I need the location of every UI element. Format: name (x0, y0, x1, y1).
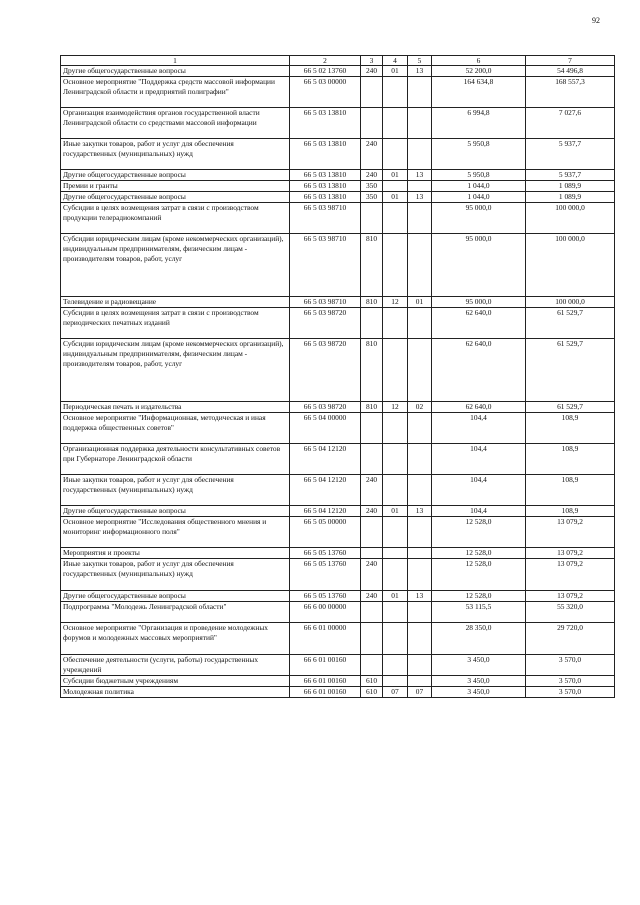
row-code-cell: 66 6 01 00000 (290, 623, 361, 655)
row-code-cell: 66 5 03 00000 (290, 77, 361, 108)
row-value-2021-cell: 61 529,7 (526, 402, 615, 413)
row-name-cell: Другие общегосударственные вопросы (61, 506, 290, 517)
row-rz-cell (383, 108, 408, 139)
row-pr-cell (408, 77, 432, 108)
row-pr-cell (408, 339, 432, 402)
row-value-2020-cell: 164 634,8 (432, 77, 526, 108)
row-vr-cell: 240 (361, 139, 383, 170)
row-value-2021-cell: 108,9 (526, 506, 615, 517)
row-value-2021-cell: 1 089,9 (526, 192, 615, 203)
row-pr-cell (408, 623, 432, 655)
row-rz-cell (383, 655, 408, 676)
row-pr-cell (408, 413, 432, 444)
row-rz-cell (383, 181, 408, 192)
row-code-cell: 66 6 00 00000 (290, 602, 361, 623)
row-pr-cell: 13 (408, 591, 432, 602)
row-value-2021-cell: 108,9 (526, 475, 615, 506)
row-rz-cell (383, 139, 408, 170)
row-value-2020-cell: 12 528,0 (432, 591, 526, 602)
header-cell: 4 (383, 56, 408, 66)
row-name-cell: Субсидии в целях возмещения затрат в связи с производством периодических печатных изданий (61, 308, 290, 339)
row-code-cell: 66 5 03 98720 (290, 402, 361, 413)
row-name-cell: Организационная поддержка деятельности консультативных советов при Губернаторе Ленинградской области (61, 444, 290, 475)
row-rz-cell (383, 623, 408, 655)
row-value-2020-cell: 3 450,0 (432, 655, 526, 676)
row-rz-cell (383, 548, 408, 559)
row-vr-cell: 810 (361, 402, 383, 413)
row-pr-cell: 13 (408, 506, 432, 517)
row-value-2021-cell: 168 557,3 (526, 77, 615, 108)
row-vr-cell (361, 444, 383, 475)
row-name-cell: Иные закупки товаров, работ и услуг для обеспечения государственных (муниципальных) нужд (61, 139, 290, 170)
page-number: 92 (592, 16, 600, 25)
row-rz-cell (383, 413, 408, 444)
row-value-2020-cell: 5 950,8 (432, 170, 526, 181)
row-name-cell: Субсидии юридическим лицам (кроме некоммерческих организаций), индивидуальным предпринимателям, физическим лицам - производителям товаров, работ, услуг (61, 234, 290, 297)
table-row (61, 548, 615, 559)
row-value-2020-cell: 53 115,5 (432, 602, 526, 623)
row-pr-cell: 07 (408, 687, 432, 698)
row-pr-cell (408, 234, 432, 297)
row-rz-cell (383, 234, 408, 297)
row-code-cell: 66 5 05 00000 (290, 517, 361, 548)
row-value-2021-cell: 108,9 (526, 444, 615, 475)
row-pr-cell (408, 139, 432, 170)
row-value-2020-cell: 62 640,0 (432, 308, 526, 339)
row-value-2020-cell: 52 200,0 (432, 66, 526, 77)
row-name-cell: Молодежная политика (61, 687, 290, 698)
budget-table (60, 55, 615, 698)
row-value-2021-cell: 5 937,7 (526, 170, 615, 181)
row-vr-cell: 240 (361, 506, 383, 517)
row-pr-cell (408, 181, 432, 192)
row-pr-cell (408, 559, 432, 591)
header-row (61, 56, 615, 66)
row-pr-cell (408, 444, 432, 475)
row-rz-cell: 01 (383, 591, 408, 602)
row-value-2021-cell: 1 089,9 (526, 181, 615, 192)
table-row (61, 170, 615, 181)
row-code-cell: 66 5 03 13810 (290, 108, 361, 139)
row-value-2020-cell: 104,4 (432, 444, 526, 475)
row-value-2021-cell: 100 000,0 (526, 297, 615, 308)
row-pr-cell (408, 203, 432, 234)
row-name-cell: Основное мероприятие "Организация и проведение молодежных форумов и молодежных массовых мероприятий" (61, 623, 290, 655)
row-value-2020-cell: 5 950,8 (432, 139, 526, 170)
row-value-2021-cell: 29 720,0 (526, 623, 615, 655)
row-value-2020-cell: 62 640,0 (432, 339, 526, 402)
header-cell: 7 (526, 56, 615, 66)
row-pr-cell: 01 (408, 297, 432, 308)
table-row (61, 234, 615, 297)
table-row (61, 623, 615, 655)
row-pr-cell: 02 (408, 402, 432, 413)
row-name-cell: Организация взаимодействия органов государственной власти Ленинградской области со средствами массовой информации (61, 108, 290, 139)
table-row (61, 676, 615, 687)
row-name-cell: Периодическая печать и издательства (61, 402, 290, 413)
row-code-cell: 66 5 04 12120 (290, 475, 361, 506)
header-cell: 5 (408, 56, 432, 66)
row-code-cell: 66 6 01 00160 (290, 687, 361, 698)
row-name-cell: Основное мероприятие "Поддержка средств массовой информации Ленинградской области и предприятий полиграфии" (61, 77, 290, 108)
row-value-2020-cell: 1 044,0 (432, 181, 526, 192)
row-rz-cell (383, 77, 408, 108)
row-code-cell: 66 5 03 98710 (290, 297, 361, 308)
row-code-cell: 66 5 05 13760 (290, 591, 361, 602)
row-value-2020-cell: 28 350,0 (432, 623, 526, 655)
row-rz-cell: 01 (383, 506, 408, 517)
row-value-2021-cell: 108,9 (526, 413, 615, 444)
row-vr-cell: 240 (361, 475, 383, 506)
table-row (61, 517, 615, 548)
row-code-cell: 66 6 01 00160 (290, 676, 361, 687)
row-name-cell: Субсидии бюджетным учреждениям (61, 676, 290, 687)
table-row (61, 192, 615, 203)
row-name-cell: Иные закупки товаров, работ и услуг для обеспечения государственных (муниципальных) нужд (61, 475, 290, 506)
row-vr-cell (361, 77, 383, 108)
row-name-cell: Подпрограмма "Молодежь Ленинградской области" (61, 602, 290, 623)
row-code-cell: 66 5 03 13810 (290, 170, 361, 181)
row-vr-cell (361, 623, 383, 655)
row-value-2020-cell: 3 450,0 (432, 687, 526, 698)
row-value-2020-cell: 1 044,0 (432, 192, 526, 203)
row-rz-cell (383, 559, 408, 591)
row-value-2020-cell: 12 528,0 (432, 517, 526, 548)
table-row (61, 413, 615, 444)
row-value-2020-cell: 104,4 (432, 413, 526, 444)
row-name-cell: Субсидии юридическим лицам (кроме некоммерческих организаций), индивидуальным предпринимателям, физическим лицам - производителям товаров, работ, услуг (61, 339, 290, 402)
row-value-2021-cell: 61 529,7 (526, 339, 615, 402)
row-pr-cell (408, 108, 432, 139)
row-rz-cell (383, 602, 408, 623)
row-pr-cell (408, 308, 432, 339)
table-row (61, 591, 615, 602)
row-pr-cell (408, 548, 432, 559)
row-code-cell: 66 5 04 12120 (290, 506, 361, 517)
row-rz-cell: 12 (383, 297, 408, 308)
header-cell: 2 (290, 56, 361, 66)
row-vr-cell (361, 203, 383, 234)
row-vr-cell (361, 548, 383, 559)
row-value-2020-cell: 3 450,0 (432, 676, 526, 687)
row-value-2021-cell: 55 320,0 (526, 602, 615, 623)
row-name-cell: Другие общегосударственные вопросы (61, 170, 290, 181)
row-vr-cell: 810 (361, 297, 383, 308)
row-name-cell: Телевидение и радиовещание (61, 297, 290, 308)
table-row (61, 602, 615, 623)
row-name-cell: Другие общегосударственные вопросы (61, 192, 290, 203)
row-code-cell: 66 5 03 13810 (290, 181, 361, 192)
row-value-2021-cell: 54 496,8 (526, 66, 615, 77)
row-vr-cell: 810 (361, 234, 383, 297)
row-value-2020-cell: 62 640,0 (432, 402, 526, 413)
table-row (61, 475, 615, 506)
row-vr-cell: 240 (361, 591, 383, 602)
header-cell: 1 (61, 56, 290, 66)
row-vr-cell (361, 308, 383, 339)
row-rz-cell: 01 (383, 192, 408, 203)
row-pr-cell: 13 (408, 66, 432, 77)
row-value-2020-cell: 104,4 (432, 506, 526, 517)
row-rz-cell (383, 475, 408, 506)
table-row (61, 77, 615, 108)
table-row (61, 402, 615, 413)
row-code-cell: 66 5 03 13810 (290, 139, 361, 170)
row-vr-cell (361, 413, 383, 444)
row-vr-cell: 610 (361, 676, 383, 687)
table-row (61, 108, 615, 139)
row-rz-cell: 07 (383, 687, 408, 698)
row-value-2020-cell: 12 528,0 (432, 559, 526, 591)
table-row (61, 506, 615, 517)
row-code-cell: 66 5 04 12120 (290, 444, 361, 475)
table-row (61, 139, 615, 170)
row-value-2021-cell: 61 529,7 (526, 308, 615, 339)
row-value-2021-cell: 100 000,0 (526, 203, 615, 234)
row-code-cell: 66 5 03 13810 (290, 192, 361, 203)
table-row (61, 181, 615, 192)
row-pr-cell (408, 655, 432, 676)
row-vr-cell (361, 655, 383, 676)
row-vr-cell: 350 (361, 181, 383, 192)
row-value-2021-cell: 13 079,2 (526, 559, 615, 591)
row-name-cell: Премии и гранты (61, 181, 290, 192)
row-code-cell: 66 5 03 98710 (290, 203, 361, 234)
row-name-cell: Субсидии в целях возмещения затрат в связи с производством продукции телерадиокомпаний (61, 203, 290, 234)
row-code-cell: 66 5 04 00000 (290, 413, 361, 444)
row-name-cell: Другие общегосударственные вопросы (61, 66, 290, 77)
row-pr-cell (408, 602, 432, 623)
table-row (61, 444, 615, 475)
row-pr-cell: 13 (408, 170, 432, 181)
row-value-2020-cell: 95 000,0 (432, 203, 526, 234)
row-vr-cell (361, 108, 383, 139)
row-pr-cell (408, 475, 432, 506)
row-code-cell: 66 5 05 13760 (290, 559, 361, 591)
row-value-2021-cell: 13 079,2 (526, 517, 615, 548)
table-row (61, 297, 615, 308)
row-value-2021-cell: 100 000,0 (526, 234, 615, 297)
table-row (61, 308, 615, 339)
row-vr-cell: 240 (361, 170, 383, 181)
row-pr-cell (408, 676, 432, 687)
row-rz-cell (383, 339, 408, 402)
row-vr-cell: 350 (361, 192, 383, 203)
row-value-2021-cell: 3 570,0 (526, 655, 615, 676)
row-code-cell: 66 5 03 98720 (290, 339, 361, 402)
row-vr-cell: 240 (361, 66, 383, 77)
row-value-2021-cell: 3 570,0 (526, 687, 615, 698)
row-code-cell: 66 6 01 00160 (290, 655, 361, 676)
table-row (61, 203, 615, 234)
row-vr-cell (361, 602, 383, 623)
row-rz-cell (383, 517, 408, 548)
row-rz-cell (383, 444, 408, 475)
header-cell: 6 (432, 56, 526, 66)
row-value-2021-cell: 7 027,6 (526, 108, 615, 139)
table-row (61, 339, 615, 402)
row-vr-cell (361, 517, 383, 548)
row-code-cell: 66 5 05 13760 (290, 548, 361, 559)
row-rz-cell (383, 676, 408, 687)
row-value-2021-cell: 13 079,2 (526, 591, 615, 602)
row-value-2021-cell: 13 079,2 (526, 548, 615, 559)
row-vr-cell: 240 (361, 559, 383, 591)
row-value-2020-cell: 6 994,8 (432, 108, 526, 139)
row-rz-cell: 12 (383, 402, 408, 413)
row-vr-cell: 610 (361, 687, 383, 698)
row-value-2020-cell: 12 528,0 (432, 548, 526, 559)
row-code-cell: 66 5 03 98710 (290, 234, 361, 297)
row-code-cell: 66 5 03 98720 (290, 308, 361, 339)
row-name-cell: Другие общегосударственные вопросы (61, 591, 290, 602)
row-value-2020-cell: 95 000,0 (432, 234, 526, 297)
row-pr-cell: 13 (408, 192, 432, 203)
row-name-cell: Мероприятия и проекты (61, 548, 290, 559)
row-name-cell: Основное мероприятие "Информационная, методическая и иная поддержка общественных советов" (61, 413, 290, 444)
row-code-cell: 66 5 02 13760 (290, 66, 361, 77)
row-name-cell: Обеспечение деятельности (услуги, работы) государственных учреждений (61, 655, 290, 676)
table-row (61, 559, 615, 591)
row-vr-cell: 810 (361, 339, 383, 402)
header-cell: 3 (361, 56, 383, 66)
row-value-2020-cell: 104,4 (432, 475, 526, 506)
row-rz-cell (383, 203, 408, 234)
row-value-2021-cell: 3 570,0 (526, 676, 615, 687)
row-name-cell: Основное мероприятие "Исследования общественного мнения и мониторинг информационного поля" (61, 517, 290, 548)
table-row (61, 687, 615, 698)
row-pr-cell (408, 517, 432, 548)
row-rz-cell: 01 (383, 170, 408, 181)
row-rz-cell (383, 308, 408, 339)
row-name-cell: Иные закупки товаров, работ и услуг для обеспечения государственных (муниципальных) нужд (61, 559, 290, 591)
row-value-2021-cell: 5 937,7 (526, 139, 615, 170)
row-value-2020-cell: 95 000,0 (432, 297, 526, 308)
table-row (61, 655, 615, 676)
row-rz-cell: 01 (383, 66, 408, 77)
table-row (61, 66, 615, 77)
